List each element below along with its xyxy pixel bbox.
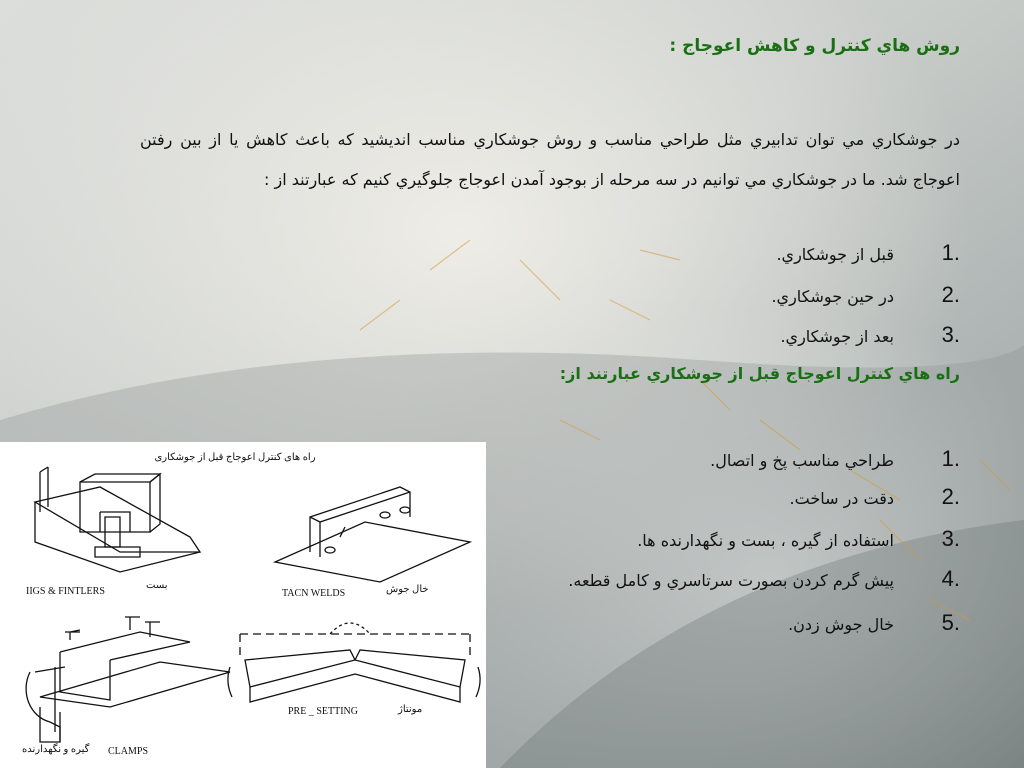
- list-number: 1.: [941, 240, 960, 265]
- list-item: [788, 610, 960, 636]
- list-item: [780, 322, 960, 348]
- clamps-label-fa: گیره و نگهدارنده: [22, 744, 90, 755]
- list-number: 5.: [941, 610, 960, 635]
- list-number: 2.: [941, 484, 960, 509]
- presetting-label-en: PRE _ SETTING: [288, 706, 358, 717]
- presetting-diagram: [228, 623, 480, 702]
- tack-label-en: TACN WELDS: [282, 588, 346, 599]
- list-text: دقت در ساخت.: [789, 489, 894, 508]
- presetting-label-fa: مونتاژ: [398, 704, 423, 715]
- list-item: [568, 566, 960, 592]
- list-item: [637, 526, 960, 552]
- jigs-diagram: [35, 467, 200, 572]
- list-item: [790, 484, 960, 510]
- subsection-heading: راه هاي كنترل اعوجاج قبل از جوشكاري عبارتند از:: [559, 364, 960, 383]
- list-text: قبل از جوشكاري.: [776, 245, 894, 264]
- list-text: طراحي مناسب پخ و اتصال.: [710, 451, 894, 470]
- jigs-label-en: IIGS & FINTLERS: [26, 586, 105, 597]
- list-text: استفاده از گيره ، بست و نگهدارنده ها.: [637, 531, 894, 550]
- list-text: پيش گرم كردن بصورت سرتاسري و كامل قطعه.: [568, 571, 894, 590]
- section-heading: روش هاي كنترل و كاهش اعوجاج :: [669, 36, 960, 56]
- list-item: [710, 446, 960, 472]
- list-number: 4.: [941, 566, 960, 591]
- list-text: در حين جوشكاري.: [771, 287, 894, 306]
- list-number: 1.: [941, 446, 960, 471]
- welding-diagrams: [0, 442, 486, 768]
- jigs-label-fa: بست: [146, 580, 168, 591]
- tack-label-fa: خال جوش: [386, 584, 429, 595]
- list-item: [771, 282, 960, 308]
- list-item: [776, 240, 960, 266]
- distortion-control-figure: [0, 442, 486, 768]
- list-text: خال جوش زدن.: [788, 615, 894, 634]
- list-number: 3.: [941, 322, 960, 347]
- intro-paragraph: در جوشكاري مي توان تدابيري مثل طراحي مناسب و روش جوشكاري مناسب انديشيد كه باعث كاهش يا از بين رفتن اعوجاج شد. ما در جوشكاري مي توانيم در سه مرحله از بوجود آمدن اعوجاج جلوگيري كنيم كه عبارتند از :: [140, 130, 960, 189]
- clamps-diagram: [26, 617, 230, 742]
- figure-title: راه های کنترل اعوجاج قبل از جوشکاری: [154, 452, 316, 463]
- list-number: 3.: [941, 526, 960, 551]
- tack-welds-diagram: [275, 487, 470, 582]
- list-number: 2.: [941, 282, 960, 307]
- list-text: بعد از جوشكاري.: [780, 327, 894, 346]
- clamps-label-en: CLAMPS: [108, 746, 149, 757]
